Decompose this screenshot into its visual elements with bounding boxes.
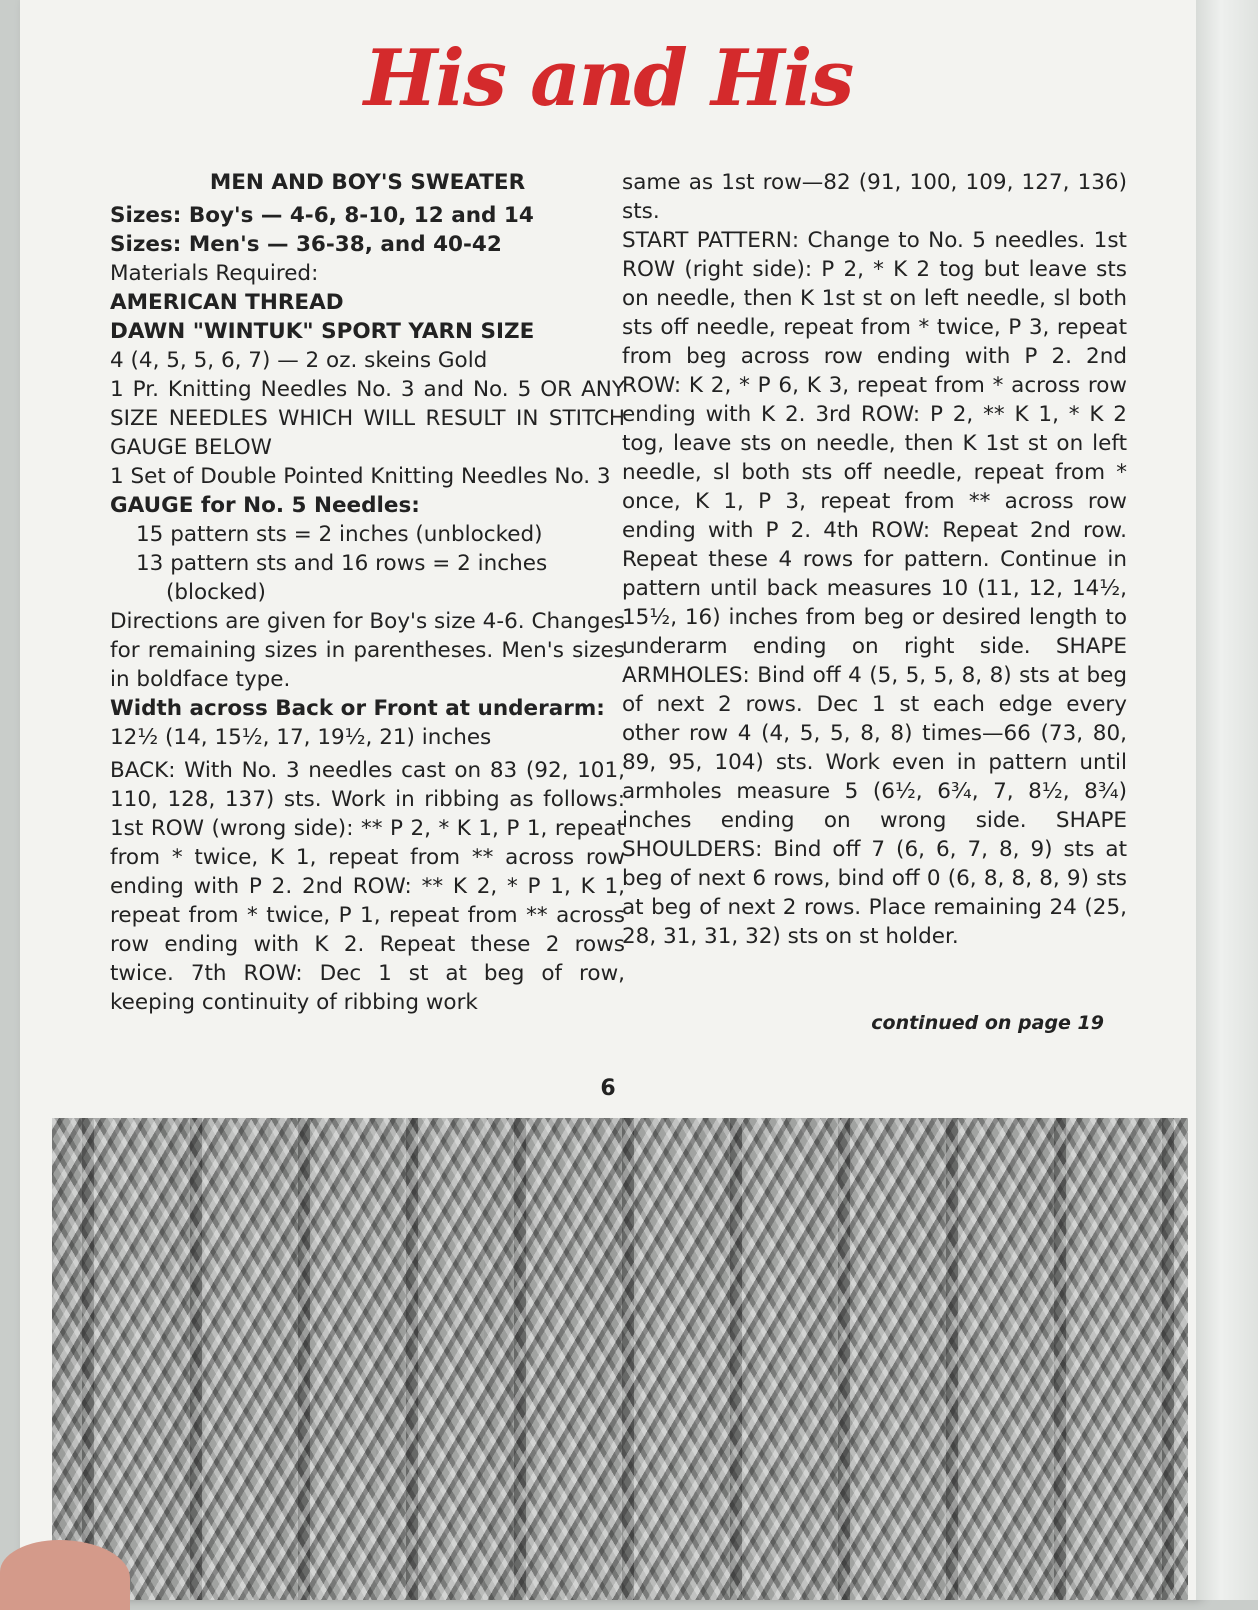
directions-text: Directions are given for Boy's size 4-6. Changes for remaining sizes in parentheses. Men's sizes in boldface type. xyxy=(110,609,625,692)
page-title: His and His xyxy=(363,33,853,124)
materials-label: Materials Required: xyxy=(110,261,319,286)
width-value: 12½ (14, 15½, 17, 19½, 21) inches xyxy=(110,725,492,750)
needles-info: 1 Pr. Knitting Needles No. 3 and No. 5 OR ANY SIZE NEEDLES WHICH WILL RESULT IN STITCH GAUGE BELOW xyxy=(110,377,625,460)
right-column xyxy=(622,168,1127,951)
gauge-line-1: 15 pattern sts = 2 inches (unblocked) xyxy=(136,522,543,547)
sizes-mens: Sizes: Men's — 36-38, and 40-42 xyxy=(110,232,502,257)
right-para-2: START PATTERN: Change to No. 5 needles. 1st ROW (right side): P 2, * K 2 tog but leave sts on needle, then K 1st st on left needle, sl both sts off needle, repeat from * twice, P 3, repeat from beg across row ending with P 2. 2nd ROW: K 2, * P 6, K 3, repeat from * across row ending with K 2. 3rd ROW: P 2, ** K 1, * K 2 tog, leave sts on needle, then K 1st st on left needle, sl both sts off needle, repeat from * once, K 1, P 3, repeat from ** across row ending with P 2. 4th ROW: Repeat 2nd row. Repeat these 4 rows for pattern. Continue in pattern until back measures 10 (11, 12, 14½, 15½, 16) inches from beg or desired length to underarm ending on right side. SHAPE ARMHOLES: Bind off 4 (5, 5, 5, 8, 8) sts at beg of next 2 rows. Dec 1 st each edge every other row 4 (4, 5, 5, 8, 8) times—66 (73, 80, 89, 95, 104) sts. Work even in pattern until armholes measure 5 (6½, 6¾, 7, 8½, 8¾) inches ending on wrong side. SHAPE SHOULDERS: Bind off 7 (6, 6, 7, 8, 9) sts at beg of next 6 rows, bind off 0 (6, 8, 8, 8, 9) sts at beg of next 2 rows. Place remaining 24 (25, 28, 31, 31, 32) sts on st holder. xyxy=(622,228,1127,949)
right-para-1: same as 1st row—82 (91, 100, 109, 127, 136) sts. xyxy=(622,170,1127,224)
dp-needles-info: 1 Set of Double Pointed Knitting Needles No. 3 xyxy=(110,464,611,489)
left-column xyxy=(110,168,625,1017)
continued-note: continued on page 19 xyxy=(871,1012,1104,1034)
gauge-line-2b: (blocked) xyxy=(166,580,266,605)
width-label: Width across Back or Front at underarm: xyxy=(110,696,605,721)
brand-name: AMERICAN THREAD xyxy=(110,290,344,315)
knit-stitch-photo xyxy=(52,1118,1188,1600)
sweater-heading: MEN AND BOY'S SWEATER xyxy=(209,170,526,195)
gauge-label: GAUGE for No. 5 Needles: xyxy=(110,493,420,518)
skeins-amount: 4 (4, 5, 5, 6, 7) — 2 oz. skeins Gold xyxy=(110,348,488,373)
gauge-line-2: 13 pattern sts and 16 rows = 2 inches xyxy=(136,551,548,576)
next-page-edge xyxy=(1196,0,1258,1600)
sizes-boys: Sizes: Boy's — 4-6, 8-10, 12 and 14 xyxy=(110,203,534,228)
page-number: 6 xyxy=(600,1076,616,1101)
back-instructions: BACK: With No. 3 needles cast on 83 (92, 101, 110, 128, 137) sts. Work in ribbing as follows: 1st ROW (wrong side): ** P 2, * K 1, P 1, repeat from * twice, K 1, repeat from ** across row ending with P 2. 2nd ROW: ** K 2, * P 1, K 1, repeat from * twice, P 1, repeat from ** across row ending with K 2. Repeat these 2 rows twice. 7th ROW: Dec 1 st at beg of row, keeping continuity of ribbing work xyxy=(110,758,625,1015)
yarn-name: DAWN "WINTUK" SPORT YARN SIZE xyxy=(110,319,535,344)
